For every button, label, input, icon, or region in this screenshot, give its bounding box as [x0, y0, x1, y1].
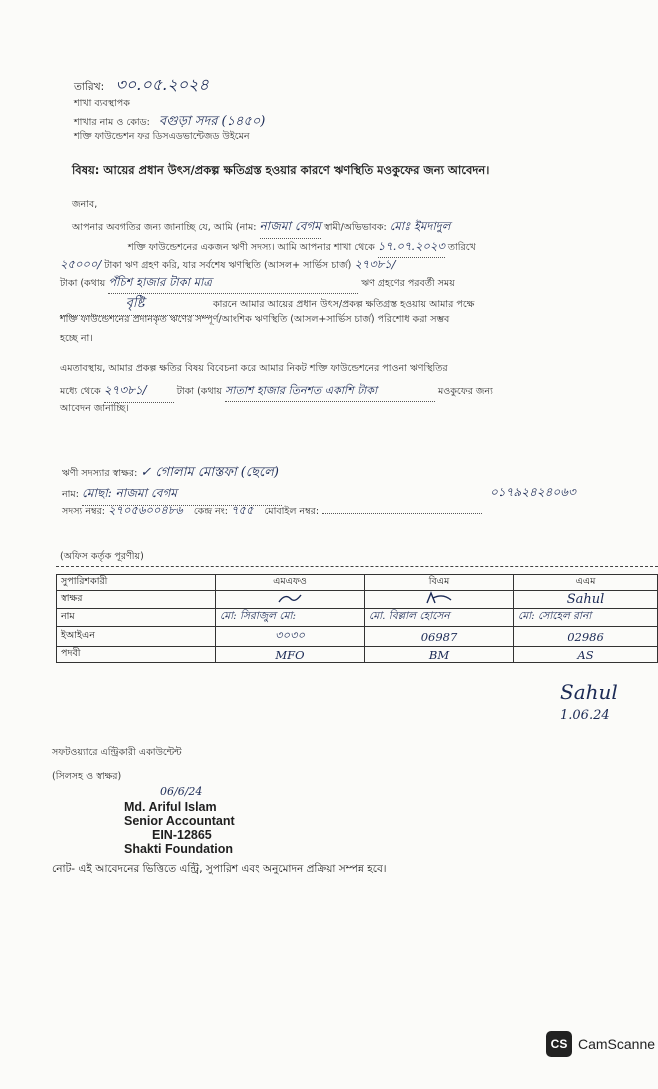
- taka-words-label: টাকা (কথায়: [176, 386, 222, 397]
- seal-title: Senior Accountant: [124, 814, 235, 828]
- body-line-9: [60, 382, 493, 403]
- member-full-name: মোছা: নাজমা বেগম: [82, 485, 282, 506]
- row-label-sign: স্বাক্ষর: [57, 591, 216, 609]
- accountant-seal: [124, 800, 235, 856]
- row-label-name: নাম: [57, 609, 216, 627]
- body-line-8: এমতাবস্থায়, আমার প্রকল্প ক্ষতির বিষয় বিবেচনা করে আমার নিকট শক্তি ফাউন্ডেশনের পাওনা ঋণস্থিতির: [60, 363, 448, 374]
- reason-text: কারনে আমার আয়ের প্রধান উৎস/প্রকল্প ক্ষতিগ্রস্ত হওয়ায় আমার পক্ষে: [213, 299, 475, 310]
- note-line: নোট- এই আবেদনের ভিত্তিতে এন্ট্রি, সুপারিশ এবং অনুমোদন প্রক্রিয়া সম্পন্ন হবে।: [52, 863, 387, 875]
- camscanner-logo-icon: CS: [546, 1031, 572, 1057]
- words-label: টাকা (কথায়: [60, 278, 106, 289]
- date-suffix: তারিখে: [447, 242, 476, 253]
- body-line-3: [60, 256, 396, 275]
- seal-name: Md. Ariful Islam: [124, 800, 217, 814]
- am-name: মো: সোহেল রানা: [514, 609, 658, 627]
- office-name-row: [57, 609, 658, 627]
- office-divider: [56, 566, 658, 567]
- accountant-line: সফটওয়্যারে এন্ট্রিকারী একাউন্টেন্ট: [52, 747, 182, 758]
- bm-designation: BM: [365, 647, 514, 663]
- bm-ein: 06987: [365, 627, 514, 647]
- member-signature: ✓ গোলাম মোস্তফা (ছেলে): [140, 465, 279, 480]
- member-no-value: ২৭০৫৬০০৪৮৬: [108, 503, 183, 517]
- member-name-label: নাম:: [62, 489, 79, 500]
- waive-amount-handwritten: ২৭৩৮১/: [104, 382, 174, 403]
- loan-amount-handwritten: ২৫০০০/: [60, 257, 102, 271]
- camscanner-text: CamScanne: [578, 1036, 656, 1052]
- salutation: জনাব,: [72, 199, 98, 210]
- mfo-designation: MFO: [216, 647, 365, 663]
- branch-label: শাখার নাম ও কোড:: [74, 117, 150, 128]
- branch-value: বগুড়া সদর (১৪৫০): [158, 114, 266, 129]
- col-bm: বিএম: [365, 575, 514, 591]
- date-value: ৩০.০৫.২০২৪: [115, 75, 209, 94]
- member-text: শক্তি ফাউন্ডেশনের একজন ঋণী সদস্য। আমি আপনার শাখা থেকে: [128, 242, 375, 253]
- loan-text: টাকা ঋণ গ্রহণ করি, যার সর্বশেষ ঋণস্থিতি (আসল+ সার্ভিস চার্জ): [104, 260, 352, 271]
- office-header-row: [57, 575, 658, 591]
- col-am: এএম: [514, 575, 658, 591]
- mfo-ein: ৩০৩০: [216, 627, 365, 647]
- name-label: (নাম:: [235, 222, 257, 233]
- am-approval-signature: Sahul: [560, 680, 618, 704]
- am-sign: Sahul: [514, 591, 658, 609]
- mfo-sign: [216, 591, 365, 609]
- office-sign-row: [57, 591, 658, 609]
- am-ein: 02986: [514, 627, 658, 647]
- waive-text: মওকুফের জন্য: [438, 386, 493, 397]
- office-heading: (অফিস কর্তৃক পূরণীয়): [60, 551, 144, 562]
- date-label: তারিখ:: [74, 81, 105, 93]
- seal-ein: EIN-12865: [152, 828, 212, 842]
- body-line-6: শক্তি ফাউন্ডেশনের প্রদানকৃত ঋণের সম্পূর্ণ/আংশিক ঋণস্থিতি (আসল+সার্ভিস চার্জ) পরিশোধ করা সম্ভব: [60, 314, 450, 325]
- bm-signature-mark: [421, 591, 457, 605]
- camscanner-watermark: [546, 1031, 655, 1057]
- center-label: কেন্দ্র নং:: [193, 506, 228, 517]
- mfo-signature-mark: [275, 591, 305, 605]
- body-line-1: [72, 218, 450, 239]
- col-recommender: সুপারিশকারী: [57, 575, 216, 591]
- subject: বিষয়: আয়ের প্রধান উৎস/প্রকল্প ক্ষতিগ্রস্ত হওয়ার কারণে ঋণস্থিতি মওকুফের জন্য আবেদন।: [72, 163, 490, 177]
- center-value: ৭৫৫: [231, 503, 254, 517]
- guardian-name-handwritten: মোঃ ইমদাদুল: [389, 219, 451, 233]
- seal-org: Shakti Foundation: [124, 842, 234, 856]
- loan-date-handwritten: ১৭.০৭.২০২৩: [378, 238, 445, 258]
- accountant-sign-label: (সিলসহ ও স্বাক্ষর): [52, 771, 122, 782]
- office-designation-row: [57, 647, 658, 663]
- body-line-10: আবেদন জানাচ্ছি।: [60, 403, 129, 414]
- guardian-label: স্বামী/অভিভাবক:: [323, 222, 387, 233]
- words-handwritten: পঁচিশ হাজার টাকা মাত্র: [108, 274, 358, 294]
- recipient-line: শাখা ব্যবস্থাপক: [74, 98, 130, 109]
- org-line: শক্তি ফাউন্ডেশন ফর ডিসএডভান্টেজড উইমেন: [74, 131, 250, 142]
- from-text: মধ্যে থেকে: [60, 386, 101, 397]
- reason-handwritten: বৃষ্টি: [60, 294, 210, 316]
- date-line: [74, 72, 209, 99]
- mfo-name: মো: সিরাজুল মো:: [216, 609, 365, 627]
- row-label-ein: ইআইএন: [57, 627, 216, 647]
- office-ein-row: [57, 627, 658, 647]
- waive-words-handwritten: সাতাশ হাজার তিনশত একাশি টাকা: [225, 382, 435, 402]
- member-sign-label: ঋণী সদস্যার স্বাক্ষর:: [62, 468, 138, 479]
- intro-text: আপনার অবগতির জন্য জানাচ্ছি যে, আমি: [72, 222, 233, 233]
- body-line-4: [60, 274, 455, 294]
- after-loan-text: ঋণ গ্রহণের পরবর্তী সময়: [361, 278, 455, 289]
- mobile-label: মোবাইল নম্বর:: [264, 506, 320, 517]
- am-designation: AS: [514, 647, 658, 663]
- body-line-7: হচ্ছে না।: [60, 333, 93, 344]
- member-number-line: [62, 502, 482, 521]
- member-name-handwritten: নাজমা বেগম: [260, 218, 321, 239]
- body-line-2: [128, 238, 476, 258]
- office-table: [56, 574, 658, 663]
- member-sign-line: [62, 463, 279, 484]
- am-approval-date: 1.06.24: [560, 708, 610, 723]
- row-label-designation: পদবী: [57, 647, 216, 663]
- mobile-fill-line: [322, 513, 482, 514]
- col-mfo: এমএফও: [216, 575, 365, 591]
- accountant-sign-date: 06/6/24: [160, 785, 203, 798]
- member-no-label: সদস্য নম্বর:: [62, 506, 106, 517]
- mobile-number-handwritten: ০১৭৯২৪২৪০৬৩: [490, 485, 576, 499]
- bm-sign: [365, 591, 514, 609]
- bm-name: মো. বিল্লাল হোসেন: [365, 609, 514, 627]
- balance-handwritten: ২৭৩৮১/: [354, 257, 396, 271]
